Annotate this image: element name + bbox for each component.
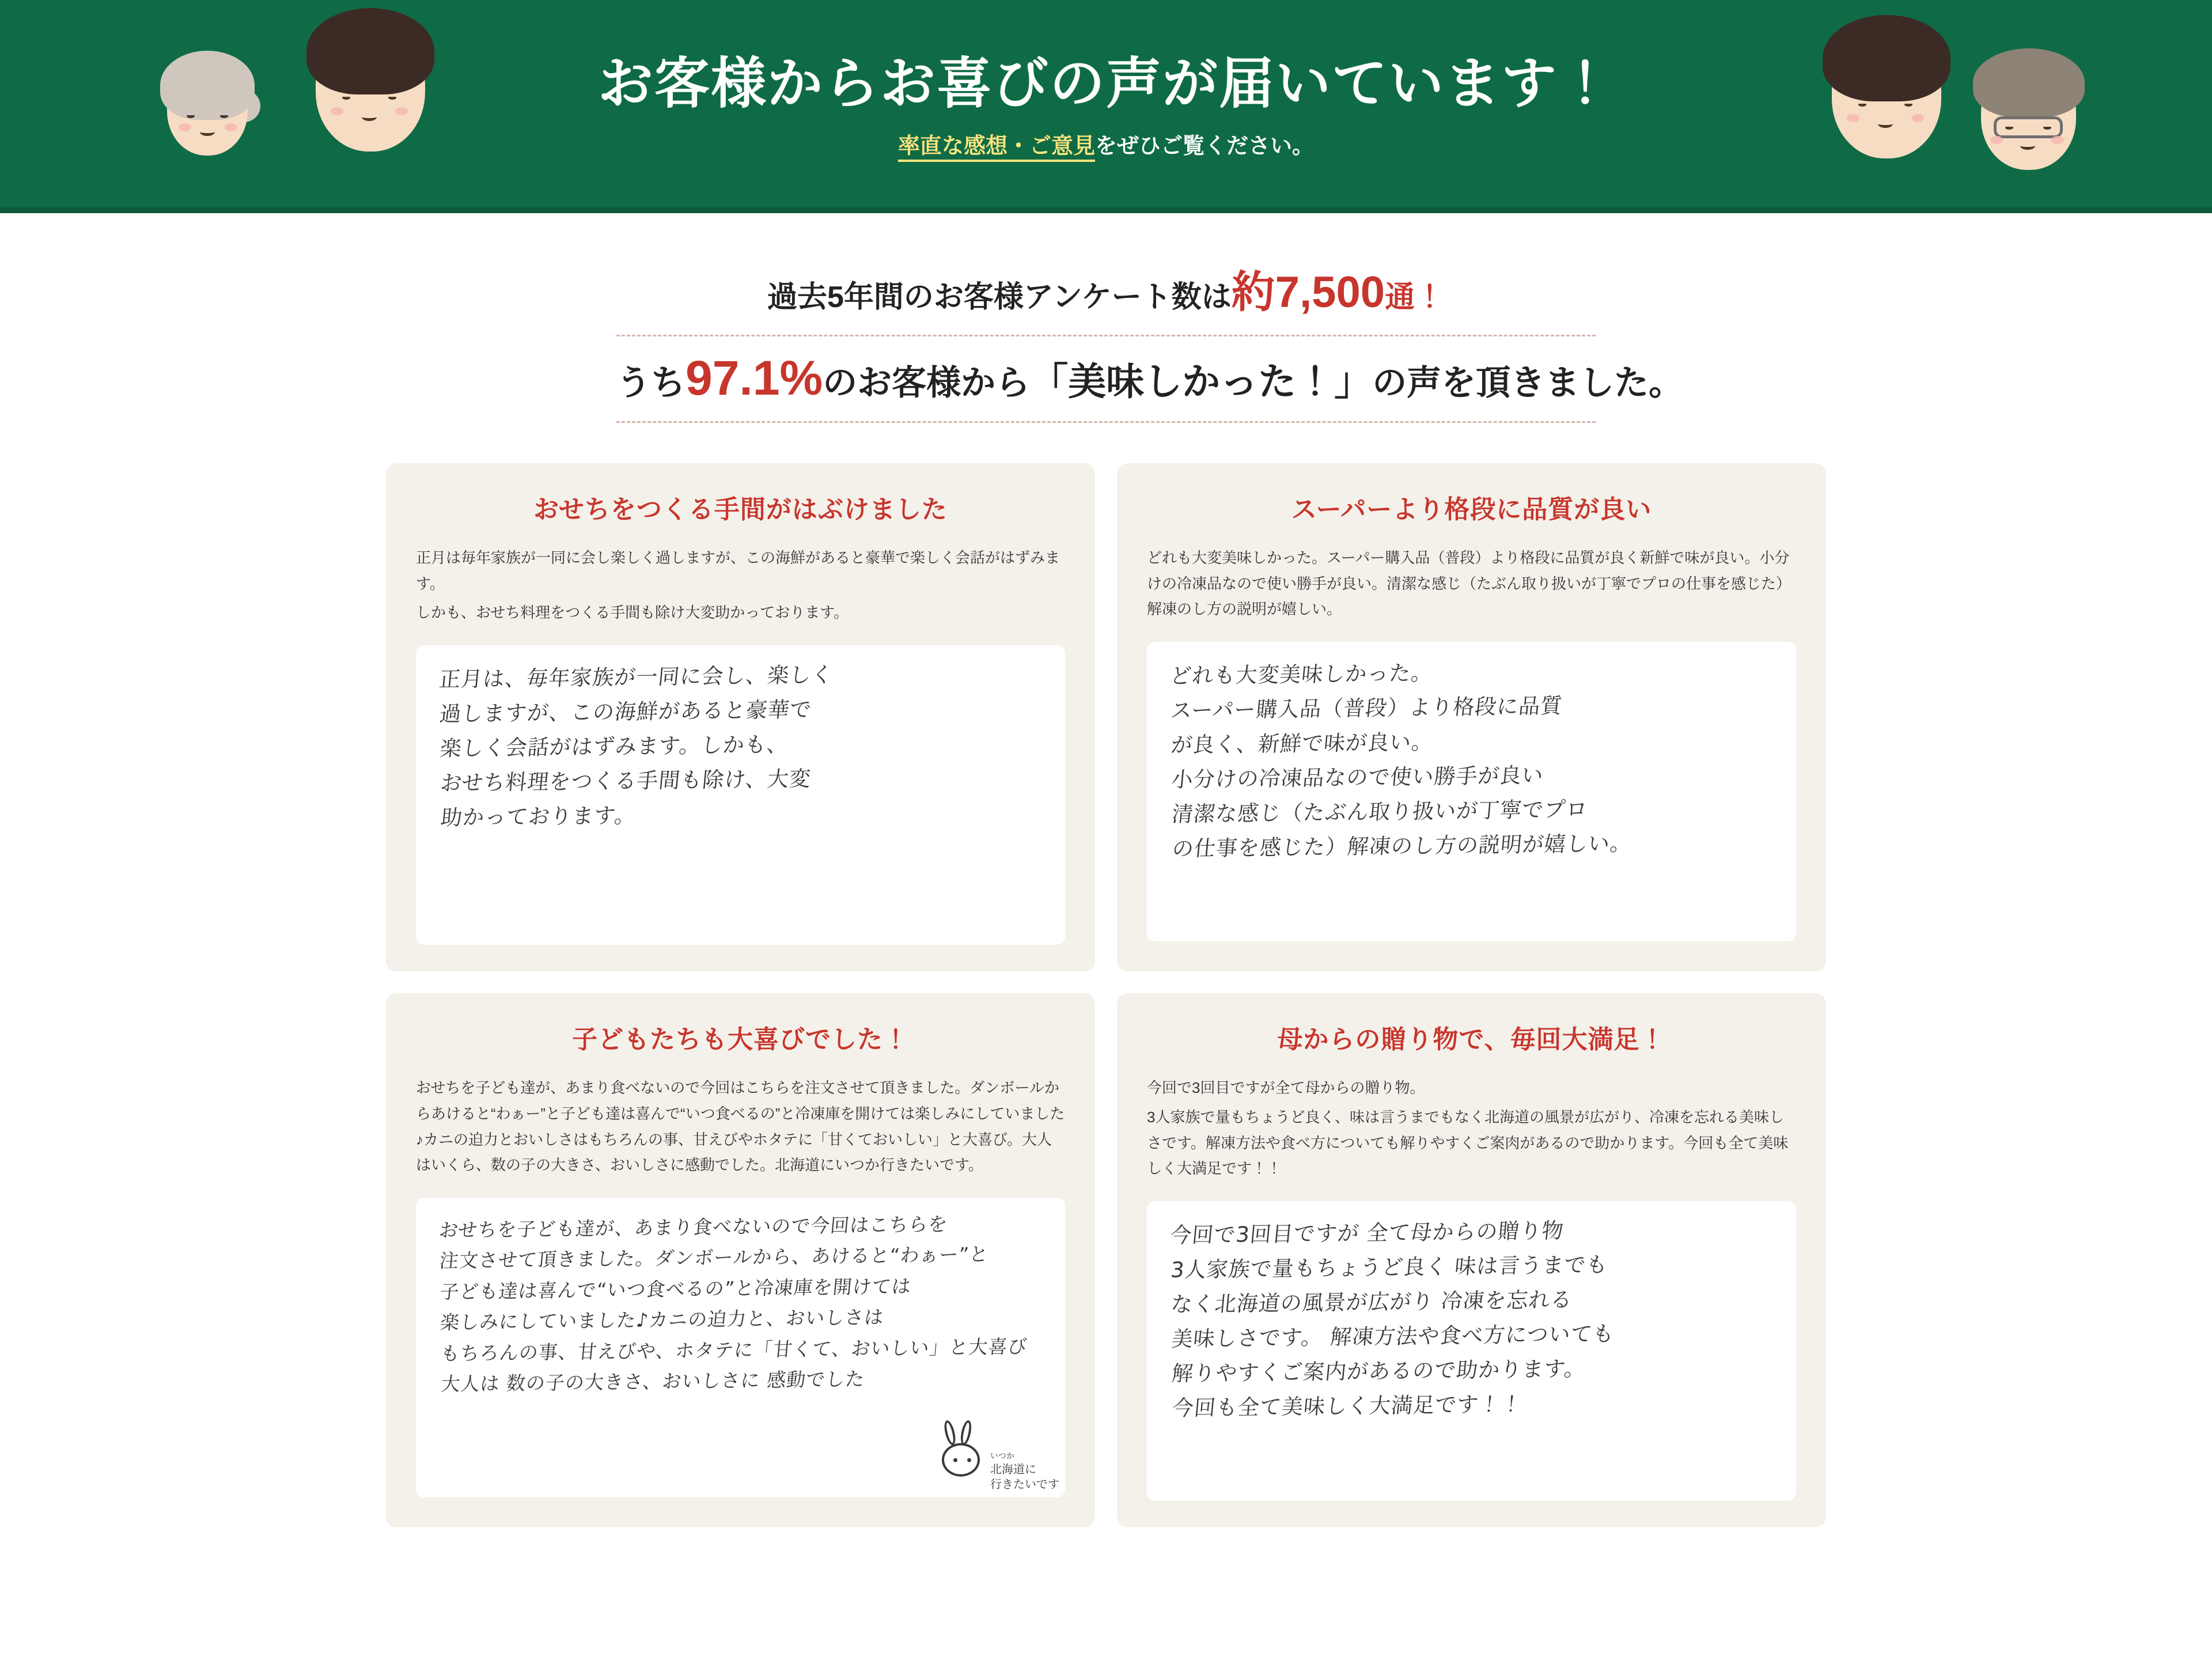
handwriting-line: 大人は 数の子の大きさ、おいしさに 感動でした <box>440 1368 866 1396</box>
handwriting-line: 楽しく会話がはずみます。しかも、 <box>438 732 790 762</box>
handwriting-line: 今回で3回目ですが 全て母からの贈り物 <box>1169 1218 1565 1248</box>
handwriting-line: 清潔な感じ（たぶん取り扱いが丁寧でプロ <box>1171 797 1589 827</box>
handwriting-line: の仕事を感じた）解凍のし方の説明が嬉しい。 <box>1171 831 1634 861</box>
stat2-prefix: うち <box>616 364 685 402</box>
stat2-quote: 「美味しかった！」 <box>1030 360 1373 403</box>
testimonial-title: 母からの贈り物で、毎回大満足！ <box>1277 1025 1666 1054</box>
testimonial-paragraph: どれも大変美味しかった。スーパー購入品（普段）より格段に品質が良く新鮮で味が良い。小分けの冷凍品なので使い勝手が良い。清潔な感じ（たぶん取り扱いが丁寧でプロの仕事を感じた）解凍のし方の説明が嬉しい。 <box>1147 549 1791 618</box>
handwritten-note <box>416 645 1065 945</box>
subtitle-highlight: 率直な感想・ご意見 <box>898 134 1095 162</box>
handwriting-line: 小分けの冷凍品なので使い勝手が良い <box>1170 763 1545 792</box>
handwriting-text <box>1170 652 1775 866</box>
handwriting-text <box>1170 1211 1775 1425</box>
handwriting-line: 子ども達は喜んで“いつ食べるの”と冷凍庫を開けては <box>438 1274 912 1303</box>
bunny-caption-line1: 北海道に <box>990 1462 1036 1477</box>
stat-line-survey-count <box>616 257 1596 336</box>
handwriting-line: 解りやすくご案内があるので助かります。 <box>1171 1356 1588 1386</box>
handwriting-line: おせちを子ども達が、あまり食べないので今回はこちらを <box>438 1213 949 1242</box>
handwriting-line: 今回も全て美味しく大満足です！！ <box>1171 1391 1524 1421</box>
stat1-suffix: 通！ <box>1384 281 1445 314</box>
handwriting-line: が良く、新鮮で味が良い。 <box>1169 729 1435 758</box>
handwriting-text <box>439 655 1044 835</box>
testimonial-paragraph: しかも、おせち料理をつくる手間も除け大変助かっております。 <box>416 604 849 622</box>
handwriting-line: もちろんの事、甘えびや、ホタテに「甘くて、おいしい」と大喜び <box>440 1335 1029 1365</box>
page-header <box>0 0 2212 213</box>
testimonial-grid <box>386 463 1826 1527</box>
testimonial-body <box>416 545 1065 626</box>
survey-stats <box>616 257 1684 423</box>
bunny-doodle-caption <box>990 1451 1059 1492</box>
testimonial-paragraph: 今回で3回目ですが全て母からの贈り物。 <box>1147 1079 1425 1097</box>
handwriting-line: なく北海道の風景が広がり 冷凍を忘れる <box>1169 1287 1574 1317</box>
handwriting-line: どれも大変美味しかった。 <box>1169 660 1434 689</box>
bunny-doodle-icon <box>928 1420 997 1483</box>
bunny-caption-tiny: いつか <box>990 1451 1014 1461</box>
testimonial-card <box>1117 993 1826 1527</box>
testimonial-paragraph: 3人家族で量もちょうど良く、味は言うまでもなく北海道の風景が広がり、冷凍を忘れる美味しさです。解凍方法や食べ方についても解りやすくご案肉があるので助かります。今回も全て美味しく大満足です！！ <box>1147 1108 1789 1178</box>
stat2-mid: のお客様から <box>823 364 1031 402</box>
handwriting-line: 注文させて頂きました。ダンボールから、あけると“わぁー”と <box>438 1243 990 1273</box>
handwriting-line: スーパー購入品（普段）より格段に品質 <box>1169 693 1564 724</box>
stat1-prefix: 過去5年間のお客様アンケート数は <box>767 281 1232 314</box>
testimonial-paragraph: 正月は毎年家族が一同に会し楽しく過しますが、この海鮮があると豪華で楽しく会話がはずみます。 <box>416 549 1060 592</box>
testimonial-body <box>416 1075 1065 1178</box>
testimonial-card <box>386 463 1095 971</box>
testimonial-title: 子どもたちも大喜びでした！ <box>572 1025 909 1054</box>
page-title: お客様からお喜びの声が届いています！ <box>598 52 1614 115</box>
testimonial-paragraph: おせちを子ども達が、あまり食べないので今回はこちらを注文させて頂きました。ダンボールからあけると“わぁー”と子ども達は喜んで“いつ食べるの”と冷凍庫を開けては楽しみにしていました♪カニの迫力とおいしさはもちろんの事、甘えびやホタテに「甘くておいしい」と大喜び。大人はいくら、数の子の大きさ、おいしさに感動でした。北海道にいつか行きたいです。 <box>416 1079 1065 1174</box>
handwriting-line: 過しますが、この海鮮があると豪華で <box>438 697 813 727</box>
stat2-value: 97.1% <box>685 351 823 405</box>
bunny-caption-line2: 行きたいです <box>990 1477 1059 1492</box>
handwriting-text <box>439 1208 1044 1399</box>
stat1-value: 約7,500 <box>1231 268 1385 317</box>
handwriting-line: 美味しさです。 解凍方法や食べ方についても <box>1170 1321 1616 1352</box>
stat2-suffix: の声を頂きました。 <box>1372 364 1684 402</box>
handwriting-line: 3人家族で量もちょうど良く 味は言うまでも <box>1169 1252 1609 1282</box>
testimonial-card <box>386 993 1095 1527</box>
handwritten-note <box>1147 1201 1796 1501</box>
handwriting-line: 助かっております。 <box>440 803 638 830</box>
testimonial-body <box>1147 545 1796 622</box>
testimonial-body <box>1147 1075 1796 1182</box>
handwriting-line: 正月は、毎年家族が一同に会し、楽しく <box>438 662 835 692</box>
subtitle-rest: をぜひご覧ください。 <box>1095 134 1315 159</box>
stat-line-satisfaction <box>616 350 1684 423</box>
page-subtitle <box>898 128 1314 160</box>
testimonial-title: おせちをつくる手間がはぶけました <box>533 495 948 524</box>
testimonial-title: スーパーより格段に品質が良い <box>1291 495 1652 524</box>
testimonial-card <box>1117 463 1826 971</box>
handwritten-note <box>416 1198 1065 1497</box>
handwriting-line: おせち料理をつくる手間も除け、大変 <box>439 766 812 796</box>
handwriting-line: 楽しみにしていました♪カニの迫力と、おいしさは <box>439 1305 885 1334</box>
handwritten-note <box>1147 642 1796 941</box>
